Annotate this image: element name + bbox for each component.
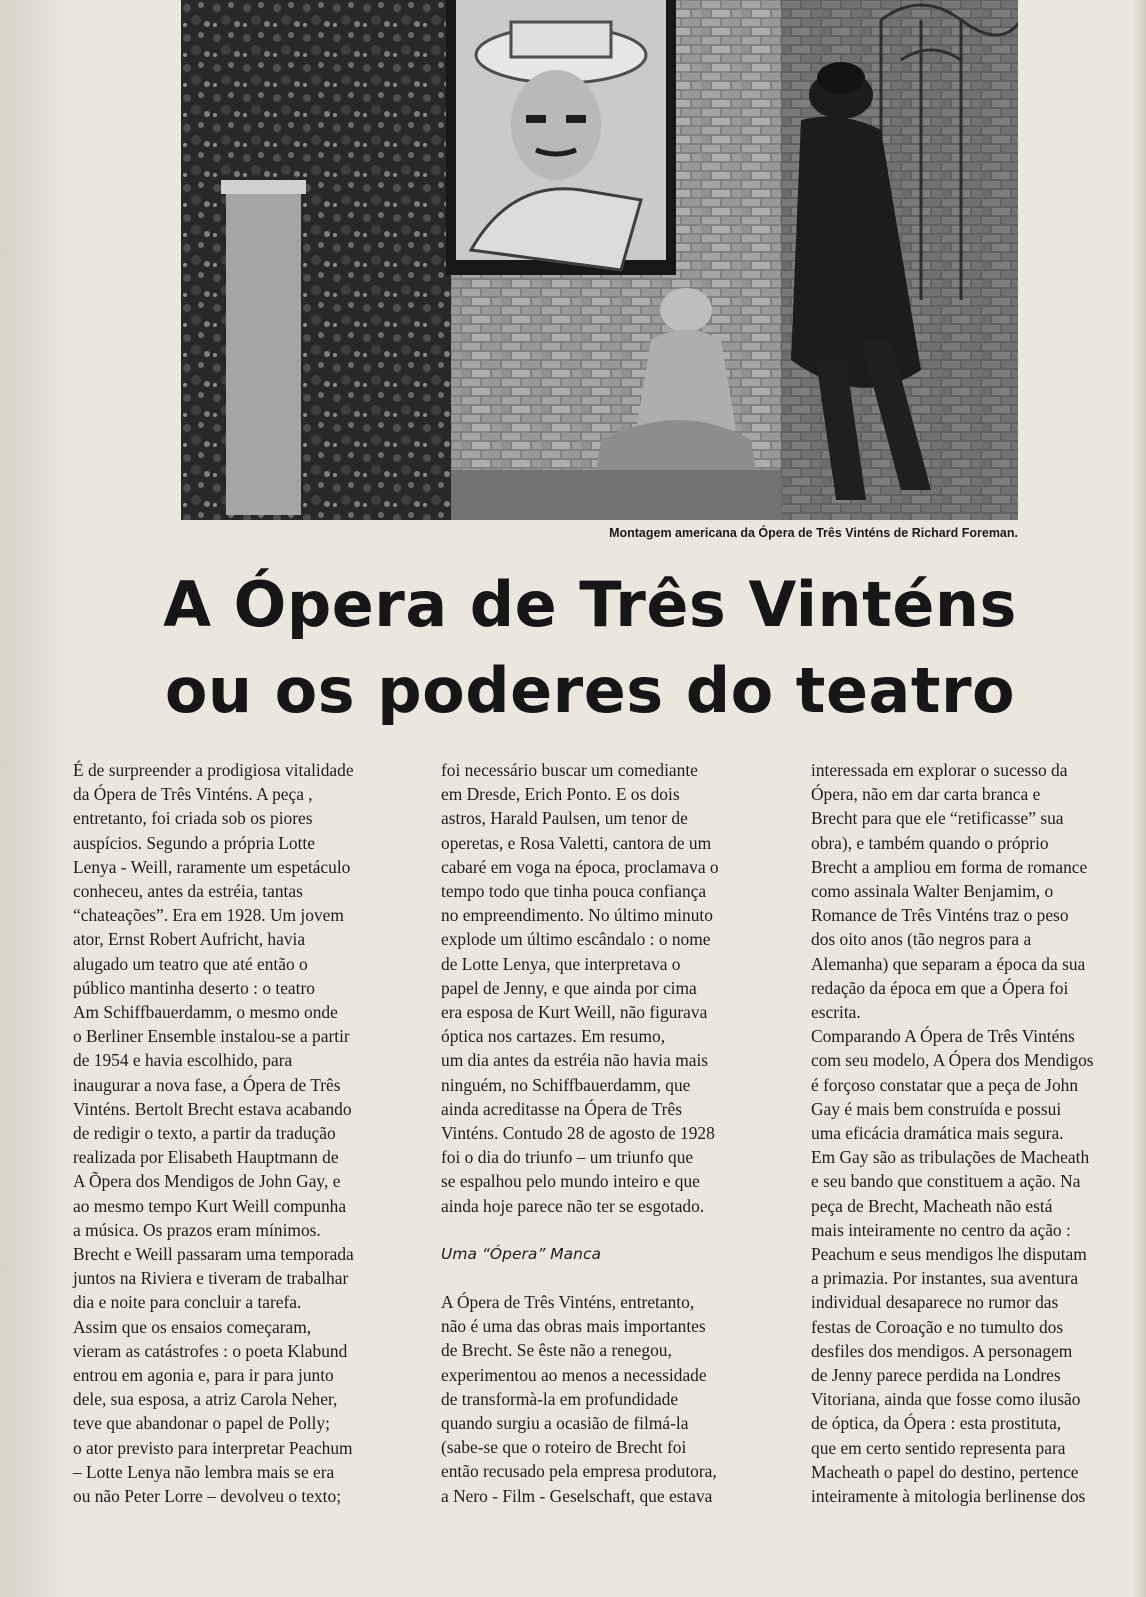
text-line: auspícios. Segundo a própria Lotte (73, 832, 315, 853)
text-line: como assinala Walter Benjamim, o (811, 881, 1054, 902)
text-line: Assim que os ensaios começaram, (73, 1316, 312, 1337)
text-line: de Jenny parece perdida na Londres (811, 1365, 1061, 1386)
text-line: escrita. (811, 1002, 861, 1023)
text-line: dia e noite para concluir a tarefa. (73, 1292, 302, 1313)
text-line: foi necessário buscar um comediante (441, 760, 698, 780)
text-line: festas de Coroação e no tumulto dos (811, 1316, 1064, 1337)
text-line: Brecht a ampliou em forma de romance (811, 856, 1088, 877)
text-line: a Nero - Film - Geselschaft, que estava (441, 1485, 713, 1506)
text-line: “chateações”. Era em 1928. Um jovem (73, 905, 344, 926)
text-line: É de surpreender a prodigiosa vitalidade (73, 760, 354, 780)
text-line: Em Gay são as tribulações de Macheath (811, 1147, 1090, 1168)
text-line: cabaré em voga na época, proclamava o (441, 856, 719, 877)
text-line: Comparando A Ópera de Três Vinténs (811, 1026, 1075, 1047)
text-line: Peachum e seus mendigos lhe disputam (811, 1244, 1087, 1265)
text-line: Vinténs. Bertolt Brecht estava acabando (73, 1098, 352, 1119)
text-line: mais inteiramente no centro da ação : (811, 1219, 1071, 1240)
text-line: teve que abandonar o papel de Polly; (73, 1413, 330, 1434)
text-line: tempo todo que tinha pouca confiança (441, 881, 707, 902)
text-line: (sabe-se que o roteiro de Brecht foi (441, 1437, 687, 1458)
photo-caption: Montagem americana da Ópera de Três Vinténs de Richard Foreman. (609, 526, 1018, 540)
text-line: Vinténs. Contudo 28 de agosto de 1928 (441, 1123, 715, 1144)
text-line: A Õpera dos Mendigos de John Gay, e (73, 1171, 341, 1192)
text-line: quando surgiu a ocasião de filmá-la (441, 1413, 689, 1434)
text-line: Lenya - Weill, raramente um espetáculo (73, 856, 351, 877)
article-column-3 (811, 758, 1141, 1508)
text-line: de Brecht. Se êste não a renegou, (441, 1340, 672, 1361)
text-line: peça de Brecht, Macheath não está (811, 1195, 1053, 1216)
text-line: é forçoso constatar que a peça de John (811, 1074, 1079, 1095)
text-line: vieram as catástrofes : o poeta Klabund (73, 1340, 348, 1361)
text-line: em Dresde, Erich Ponto. E os dois (441, 784, 680, 805)
text-line: Ópera, não em dar carta branca e (811, 784, 1041, 805)
text-line: Brecht para que ele “retificasse” sua (811, 808, 1064, 829)
text-line: redação da época em que a Ópera foi (811, 977, 1069, 998)
photo-illustration (181, 0, 1018, 520)
text-line: juntos na Riviera e tiveram de trabalhar (73, 1268, 349, 1289)
text-line: realizada por Elisabeth Hauptmann de (73, 1147, 339, 1168)
text-line: no empreendimento. No último minuto (441, 905, 713, 926)
text-line: não é uma das obras mais importantes (441, 1316, 706, 1337)
text-line: uma eficácia dramática mais segura. (811, 1123, 1064, 1144)
text-line: explode um último escândalo : o nome (441, 929, 711, 950)
text-line: de 1954 e havia escolhido, para (73, 1050, 293, 1071)
text-line: individual desaparece no rumor das (811, 1292, 1059, 1313)
text-line: público mantinha deserto : o teatro (73, 977, 315, 998)
text-line: – Lotte Lenya não lembra mais se era (73, 1461, 335, 1482)
text-line: o Berliner Ensemble instalou-se a partir (73, 1026, 350, 1047)
text-line: ao mesmo tempo Kurt Weill compunha (73, 1195, 347, 1216)
text-line: Brecht e Weill passaram uma temporada (73, 1244, 354, 1265)
text-line: Am Schiffbauerdamm, o mesmo onde (73, 1002, 338, 1023)
text-line: com seu modelo, A Ópera dos Mendigos (811, 1050, 1094, 1071)
text-line: experimentou ao menos a necessidade (441, 1364, 707, 1385)
text-line: de transformà-la em profundidade (441, 1388, 679, 1409)
text-line: alugado um teatro que até então o (73, 953, 308, 974)
text-line: era esposa de Kurt Weill, não figurava (441, 1002, 708, 1023)
text-line: dos oito anos (tão negros para a (811, 929, 1032, 950)
text-line: dele, sua esposa, a atriz Carola Neher, (73, 1389, 338, 1410)
text-line: Macheath o papel do destino, pertence (811, 1461, 1079, 1482)
headline-line-1: A Ópera de Três Vinténs (163, 568, 1017, 641)
stage-photograph (181, 0, 1018, 520)
text-line: Romance de Três Vinténs traz o peso (811, 905, 1069, 926)
text-line: ninguém, no Schiffbauerdamm, que (441, 1074, 691, 1095)
text-line: a primazia. Por instantes, sua aventura (811, 1268, 1079, 1289)
headline-line-2: ou os poderes do teatro (164, 654, 1016, 727)
text-line: ator, Ernst Robert Aufricht, havia (73, 929, 306, 950)
text-line: Vitoriana, ainda que fosse como ilusão (811, 1389, 1081, 1410)
column-3-text (811, 758, 1141, 1508)
text-line: astros, Harald Paulsen, um tenor de (441, 808, 688, 829)
text-line: a música. Os prazos eram mínimos. (73, 1219, 321, 1240)
text-line: entretanto, foi criada sob os piores (73, 808, 313, 829)
text-line: inteiramente à mitologia berlinense dos (811, 1486, 1086, 1507)
text-line: então recusado pela empresa produtora, (441, 1461, 717, 1482)
column-2-text-b (441, 1290, 776, 1508)
page-gutter-shadow (0, 0, 70, 1597)
text-line: Gay é mais bem construída e possui (811, 1098, 1062, 1119)
text-line: papel de Jenny, e que ainda por cima (441, 977, 697, 998)
text-line: que em certo sentido representa para (811, 1437, 1066, 1458)
text-line: Alemanha) que separam a época da sua (811, 953, 1086, 974)
text-line: óptica nos cartazes. Em resumo, (441, 1026, 666, 1047)
article-headline (130, 562, 1050, 734)
text-line: se espalhou pelo mundo inteiro e que (441, 1171, 700, 1192)
text-line: foi o dia do triunfo – um triunfo que (441, 1147, 694, 1168)
text-line: da Ópera de Três Vinténs. A peça , (73, 784, 313, 805)
text-line: obra), e também quando o próprio (811, 832, 1049, 853)
text-line: conheceu, antes da estréia, tantas (73, 881, 303, 902)
text-line: de óptica, da Ópera : esta prostituta, (811, 1413, 1062, 1434)
text-line: um dia antes da estréia não havia mais (441, 1050, 709, 1071)
article-column-2 (441, 758, 776, 1508)
text-line: ou não Peter Lorre – devolveu o texto; (73, 1486, 342, 1507)
text-line: interessada em explorar o sucesso da (811, 760, 1068, 780)
text-line: operetas, e Rosa Valetti, cantora de um (441, 832, 712, 853)
text-line: ainda acreditasse na Ópera de Três (441, 1098, 682, 1119)
column-2-text-a (441, 758, 776, 1218)
column-1-text (73, 758, 413, 1508)
text-line: ainda hoje parece não ter se esgotado. (441, 1195, 705, 1216)
section-subheading: Uma “Ópera” Manca (441, 1244, 602, 1263)
text-line: entrou em agonia e, para ir para junto (73, 1365, 334, 1386)
text-line: desfiles dos mendigos. A personagem (811, 1340, 1073, 1361)
text-line: A Ópera de Três Vinténs, entretanto, (441, 1292, 695, 1313)
text-line: de redigir o texto, a partir da tradução (73, 1123, 336, 1144)
article-column-1 (73, 758, 413, 1508)
text-line: de Lotte Lenya, que interpretava o (441, 953, 681, 974)
text-line: e seu bando que constituem a ação. Na (811, 1171, 1081, 1192)
text-line: o ator previsto para interpretar Peachum (73, 1437, 353, 1458)
text-line: inaugurar a nova fase, a Ópera de Três (73, 1074, 341, 1095)
